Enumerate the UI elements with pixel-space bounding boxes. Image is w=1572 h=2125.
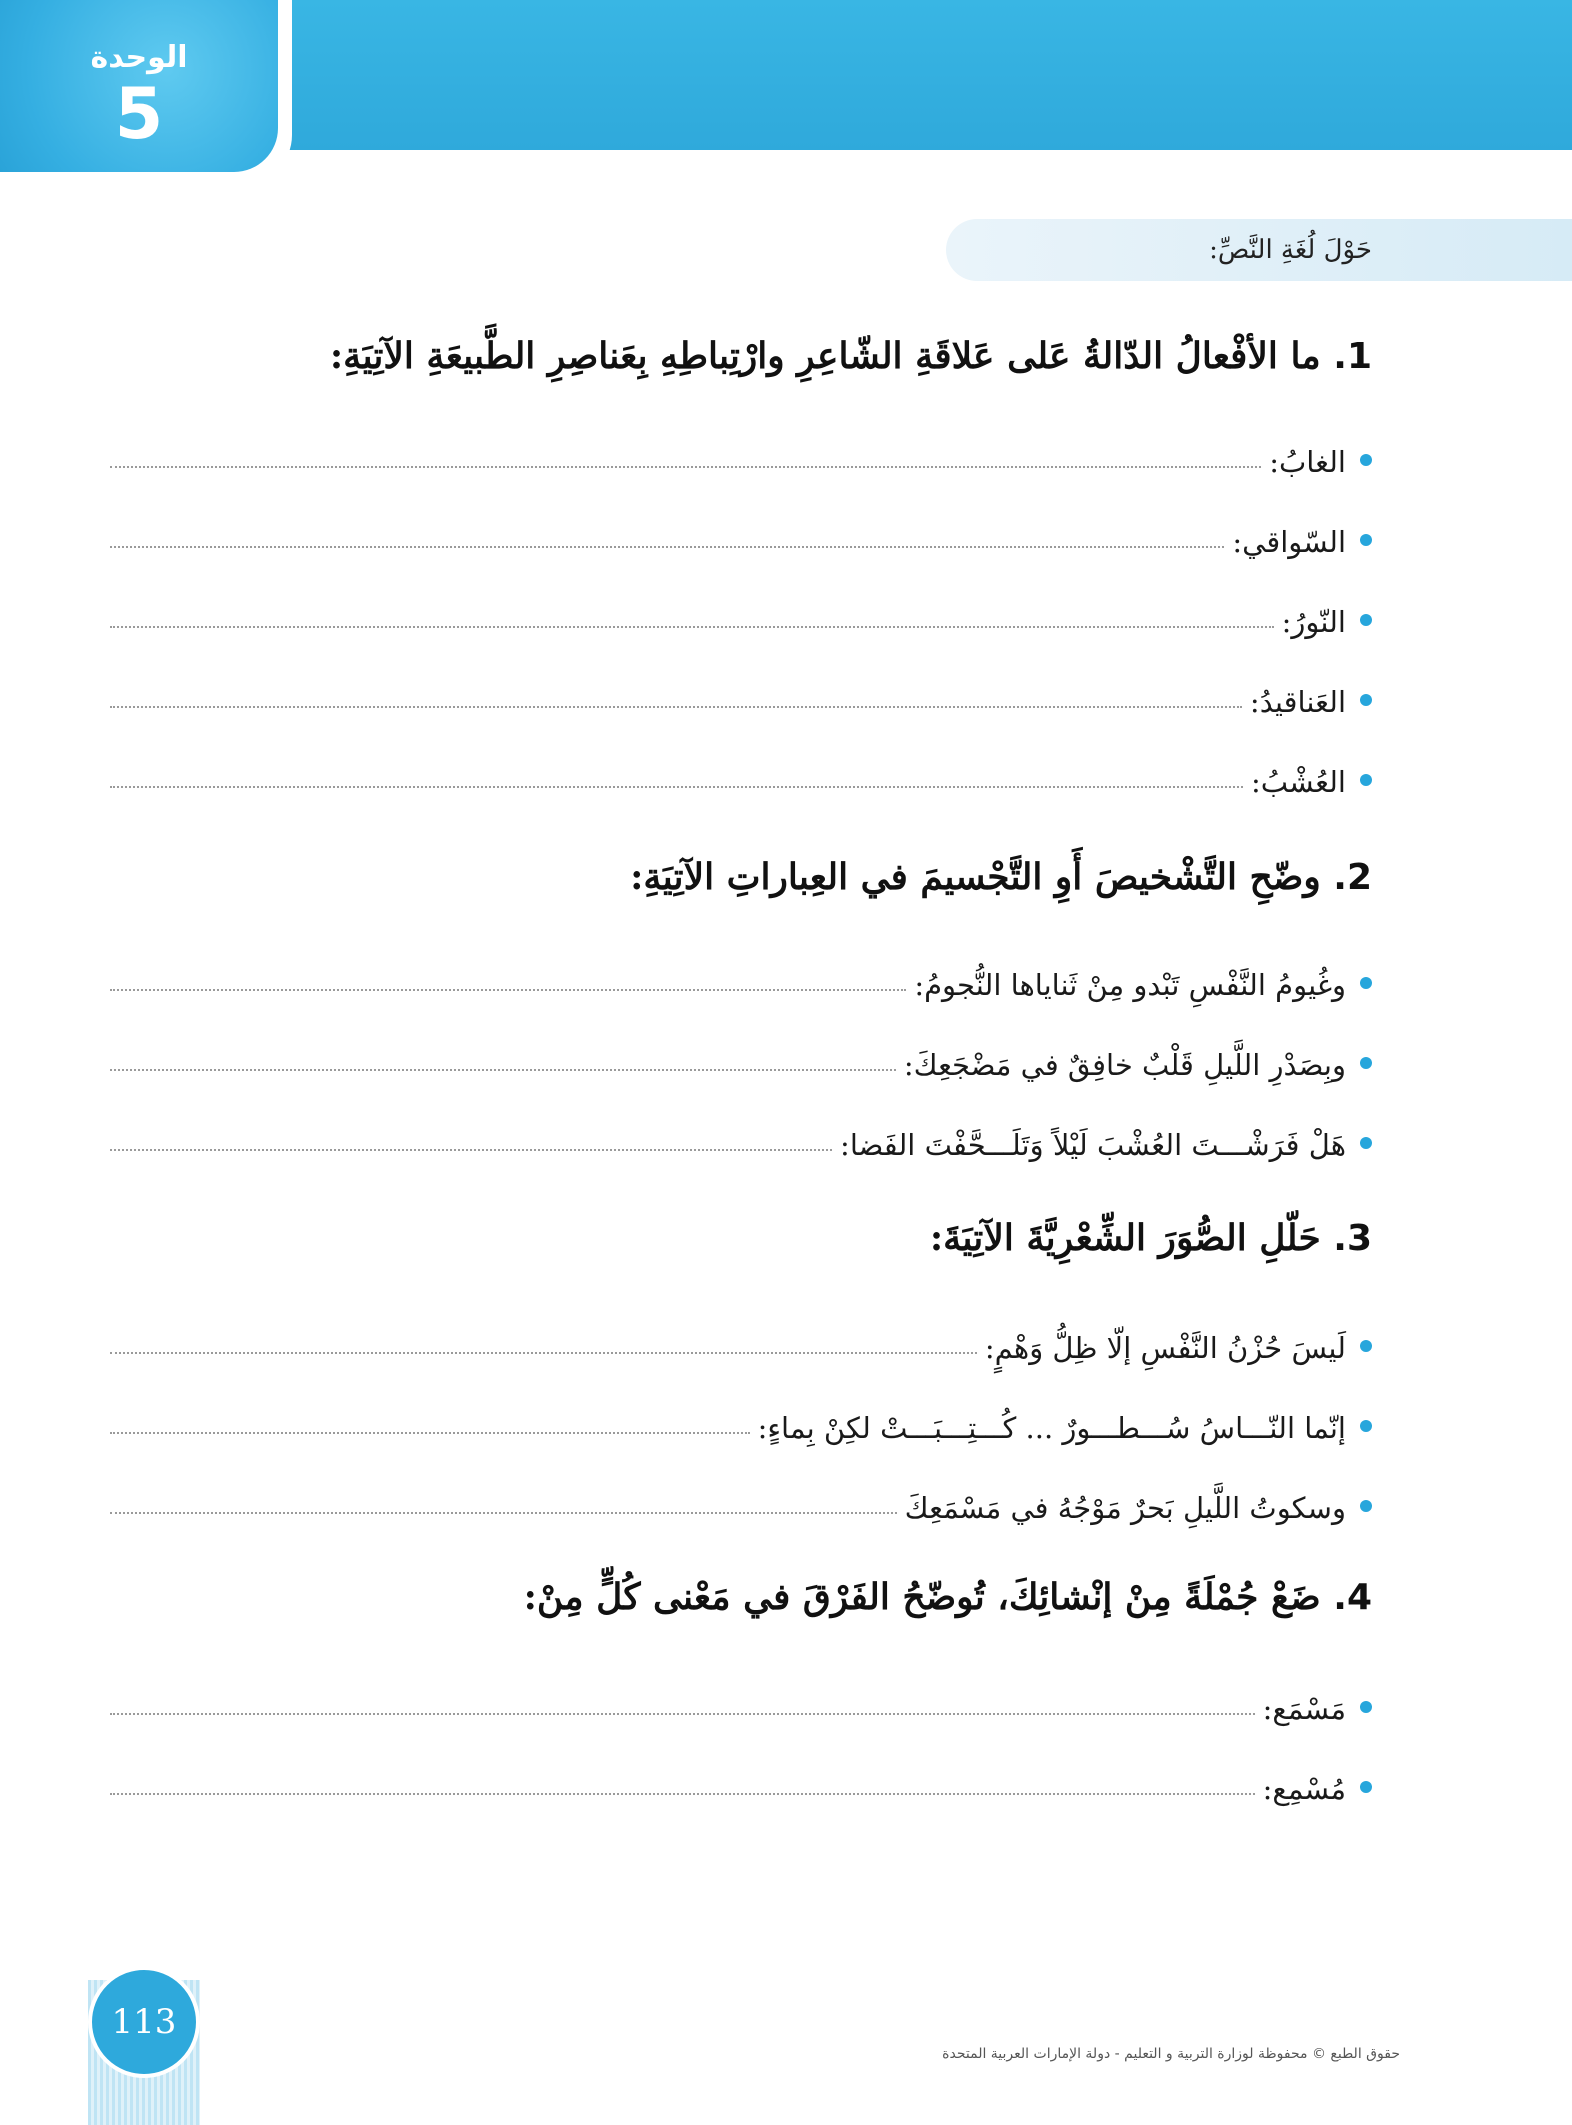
list-item [110, 1411, 1372, 1491]
unit-badge [0, 0, 278, 172]
item-label: العُشْبُ: [1250, 765, 1346, 799]
list-item [110, 445, 1372, 525]
question-number: 3. [1333, 1218, 1372, 1259]
unit-number: 5 [114, 73, 164, 155]
question-number: 1. [1333, 336, 1372, 377]
list-item [110, 1491, 1372, 1571]
answer-line[interactable] [110, 1351, 977, 1354]
bullet-icon [1360, 1137, 1372, 1149]
item-label: وغُيومُ النَّفْسِ تَبْدو مِنْ ثَناياها النُّجومُ: [914, 968, 1346, 1002]
answer-line[interactable] [110, 545, 1224, 548]
question-4 [110, 1571, 1372, 1624]
item-label: مَسْمَع: [1262, 1692, 1346, 1726]
answer-line[interactable] [110, 1148, 832, 1151]
list-item [110, 605, 1372, 685]
list-item [110, 1128, 1372, 1208]
section-title: حَوْلَ لُغَةِ النَّصِّ: [946, 219, 1572, 281]
item-label: إنّما النّـــاسُ سُـــطـــورٌ ... كُـــتِـــبَـــتْ لكِنْ بِماءٍ: [757, 1411, 1346, 1445]
question-text: ما الأفْعالُ الدّالةُ عَلى عَلاقَةِ الشّاعِرِ وارْتِباطِهِ بِعَناصِرِ الطَّبيعَةِ الآتِيَةِ: [329, 335, 1321, 377]
item-label: وسكوتُ اللَّيلِ بَحرٌ مَوْجُهُ في مَسْمَعِكَ [904, 1491, 1346, 1525]
list-item [110, 685, 1372, 765]
question-1 [110, 330, 1372, 383]
bullet-icon [1360, 694, 1372, 706]
question-text: وضّحِ التَّشْخيصَ أَوِ التَّجْسيمَ في العِباراتِ الآتِيَةِ: [630, 856, 1321, 898]
question-1-items [110, 445, 1372, 845]
question-2 [110, 851, 1372, 904]
bullet-icon [1360, 977, 1372, 989]
answer-line[interactable] [110, 465, 1261, 468]
list-item [110, 968, 1372, 1048]
answer-line[interactable] [110, 1511, 897, 1514]
list-item [110, 1331, 1372, 1411]
item-label: النّورُ: [1281, 605, 1346, 639]
unit-tab [0, 0, 292, 185]
list-item [110, 525, 1372, 605]
bullet-icon [1360, 614, 1372, 626]
answer-line[interactable] [110, 625, 1274, 628]
answer-line[interactable] [110, 1712, 1255, 1715]
list-item [110, 1048, 1372, 1128]
answer-line[interactable] [110, 1431, 750, 1434]
bullet-icon [1360, 1340, 1372, 1352]
item-label: هَلْ فَرَشْـــتَ العُشْبَ لَيْلاً وَتَلَـــحَّفْتَ الفَضا: [840, 1128, 1346, 1162]
item-label: لَيسَ حُزْنُ النَّفْسِ إلّا ظِلُّ وَهْمٍ: [984, 1331, 1346, 1365]
question-2-items [110, 968, 1372, 1208]
list-item [110, 1692, 1372, 1772]
item-label: العَناقيدُ: [1249, 685, 1346, 719]
page-number: 113 [88, 1966, 200, 2078]
bullet-icon [1360, 1781, 1372, 1793]
answer-line[interactable] [110, 705, 1242, 708]
bullet-icon [1360, 1701, 1372, 1713]
answer-line[interactable] [110, 988, 906, 991]
list-item [110, 765, 1372, 845]
item-label: مُسْمِع: [1262, 1772, 1346, 1806]
copyright-footer: حقوق الطبع © محفوظة لوزارة التربية و التعليم - دولة الإمارات العربية المتحدة [942, 2046, 1400, 2062]
question-3 [110, 1212, 1372, 1265]
question-3-items [110, 1331, 1372, 1571]
answer-line[interactable] [110, 1792, 1255, 1795]
item-label: السّواقي: [1232, 525, 1346, 559]
bullet-icon [1360, 1057, 1372, 1069]
bullet-icon [1360, 1420, 1372, 1432]
item-label: الغابُ: [1269, 445, 1346, 479]
bullet-icon [1360, 534, 1372, 546]
item-label: وبِصَدْرِ اللَّيلِ قَلْبٌ خافِقٌ في مَضْجَعِكَ: [903, 1048, 1346, 1082]
bullet-icon [1360, 454, 1372, 466]
question-text: حَلّلِ الصُّوَرَ الشِّعْرِيَّةَ الآتِيَةَ: [929, 1217, 1321, 1259]
bullet-icon [1360, 1500, 1372, 1512]
answer-line[interactable] [110, 1068, 896, 1071]
question-4-items [110, 1692, 1372, 1852]
bullet-icon [1360, 774, 1372, 786]
question-text: ضَعْ جُمْلَةً مِنْ إنْشائِكَ، تُوضّحُ الفَرْقَ في مَعْنى كُلٍّ مِنْ: [523, 1576, 1321, 1618]
question-number: 2. [1333, 857, 1372, 898]
worksheet-content [110, 330, 1372, 1852]
list-item [110, 1772, 1372, 1852]
question-number: 4. [1333, 1577, 1372, 1618]
unit-label: الوحدة [90, 40, 188, 75]
answer-line[interactable] [110, 785, 1243, 788]
